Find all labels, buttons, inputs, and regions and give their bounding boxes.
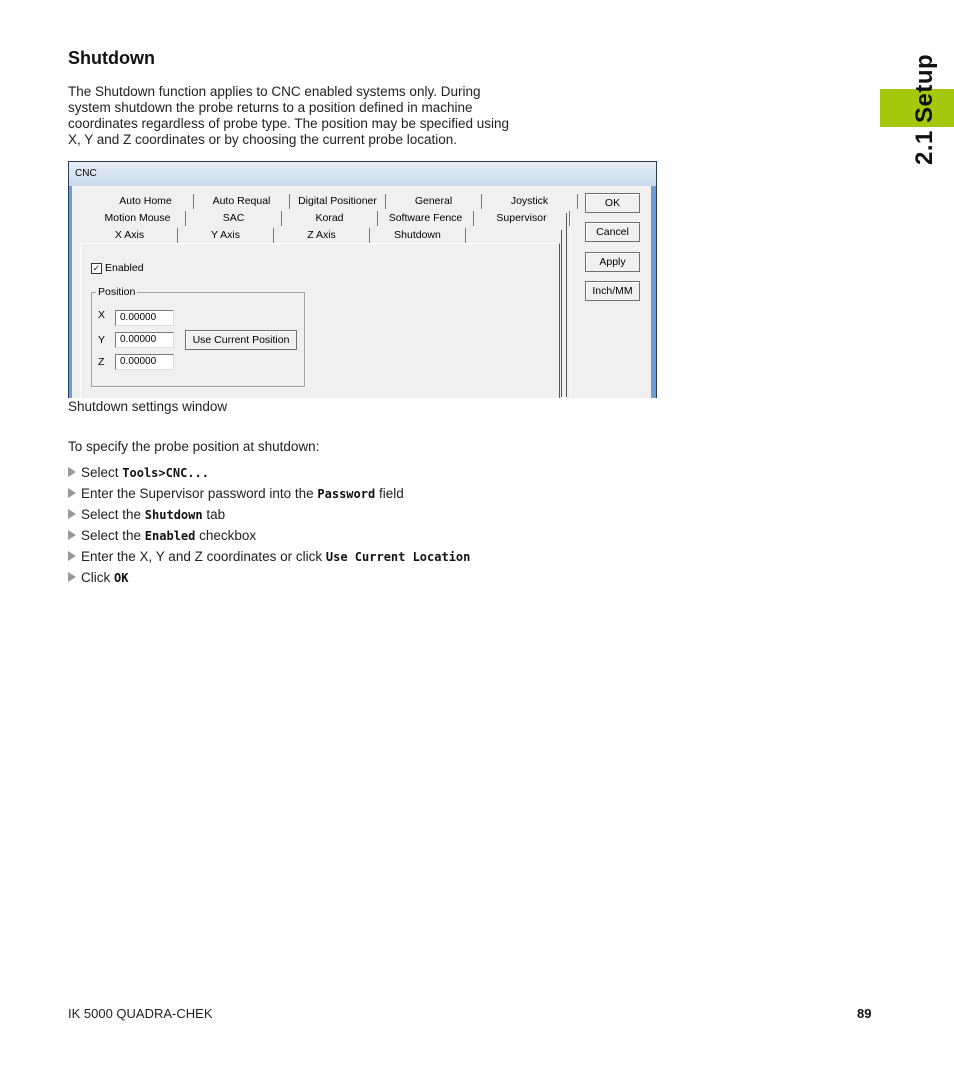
use-current-position-button[interactable]: Use Current Position xyxy=(185,330,297,350)
tab-sac[interactable]: SAC xyxy=(186,211,282,226)
arrow-right-icon xyxy=(68,467,76,477)
list-item: Select the Enabled checkbox xyxy=(68,527,470,548)
list-item: Select the Shutdown tab xyxy=(68,506,470,527)
section-title: Shutdown xyxy=(68,48,155,68)
tab-z-axis[interactable]: Z Axis xyxy=(274,228,370,243)
tab-auto-requal[interactable]: Auto Requal xyxy=(194,194,290,209)
page-number: 89 xyxy=(857,1006,872,1021)
list-item: Enter the Supervisor password into the Password field xyxy=(68,485,470,506)
dialog-title: CNC xyxy=(75,168,97,179)
arrow-right-icon xyxy=(68,509,76,519)
side-tab-label: 2.1 Setup xyxy=(911,53,938,165)
z-coordinate-input[interactable]: 0.00000 xyxy=(115,354,174,370)
figure-caption: Shutdown settings window xyxy=(68,399,228,414)
arrow-right-icon xyxy=(68,551,76,561)
tab-korad[interactable]: Korad xyxy=(282,211,378,226)
tab-y-axis[interactable]: Y Axis xyxy=(178,228,274,243)
cancel-button[interactable]: Cancel xyxy=(585,222,640,242)
position-group-label: Position xyxy=(98,286,136,298)
enabled-checkbox[interactable] xyxy=(91,263,102,274)
inch-mm-button[interactable]: Inch/MM xyxy=(585,281,640,301)
tab-auto-home[interactable]: Auto Home xyxy=(98,194,194,209)
arrow-right-icon xyxy=(68,488,76,498)
tab-supervisor[interactable]: Supervisor xyxy=(474,211,570,226)
z-axis-label: Z xyxy=(98,356,105,368)
tab-software-fence[interactable]: Software Fence xyxy=(378,211,474,226)
intro-paragraph: The Shutdown function applies to CNC enabled systems only. During system shutdown the probe returns to a position defined in machine coordinates regardless of probe type. The position may be specified using X, Y and Z coordinates or by choosing the current probe location. xyxy=(68,84,510,147)
enabled-checkbox-label: Enabled xyxy=(105,262,144,274)
dialog-titlebar xyxy=(69,162,656,186)
tab-joystick[interactable]: Joystick xyxy=(482,194,578,209)
y-axis-label: Y xyxy=(98,334,106,346)
tab-motion-mouse[interactable]: Motion Mouse xyxy=(90,211,186,226)
tab-x-axis[interactable]: X Axis xyxy=(82,228,178,243)
list-item: Select Tools>CNC... xyxy=(68,464,470,485)
steps-intro: To specify the probe position at shutdown: xyxy=(68,439,320,454)
arrow-right-icon xyxy=(68,530,76,540)
arrow-right-icon xyxy=(68,572,76,582)
footer-product: IK 5000 QUADRA-CHEK xyxy=(68,1006,213,1021)
frame-line xyxy=(561,230,562,397)
apply-button[interactable]: Apply xyxy=(585,252,640,272)
check-mark-icon: ✓ xyxy=(92,263,101,273)
list-item: Enter the X, Y and Z coordinates or click Use Current Location xyxy=(68,548,470,569)
tab-general[interactable]: General xyxy=(386,194,482,209)
ok-button[interactable]: OK xyxy=(585,193,640,213)
y-coordinate-input[interactable]: 0.00000 xyxy=(115,332,174,348)
frame-line xyxy=(566,213,567,397)
x-axis-label: X xyxy=(98,309,106,321)
steps-list xyxy=(68,464,470,590)
tab-shutdown[interactable]: Shutdown xyxy=(370,228,466,243)
frame-line xyxy=(570,213,571,397)
tab-digital-positioner[interactable]: Digital Positioner xyxy=(290,194,386,209)
x-coordinate-input[interactable]: 0.00000 xyxy=(115,310,174,326)
list-item: Click OK xyxy=(68,569,470,590)
